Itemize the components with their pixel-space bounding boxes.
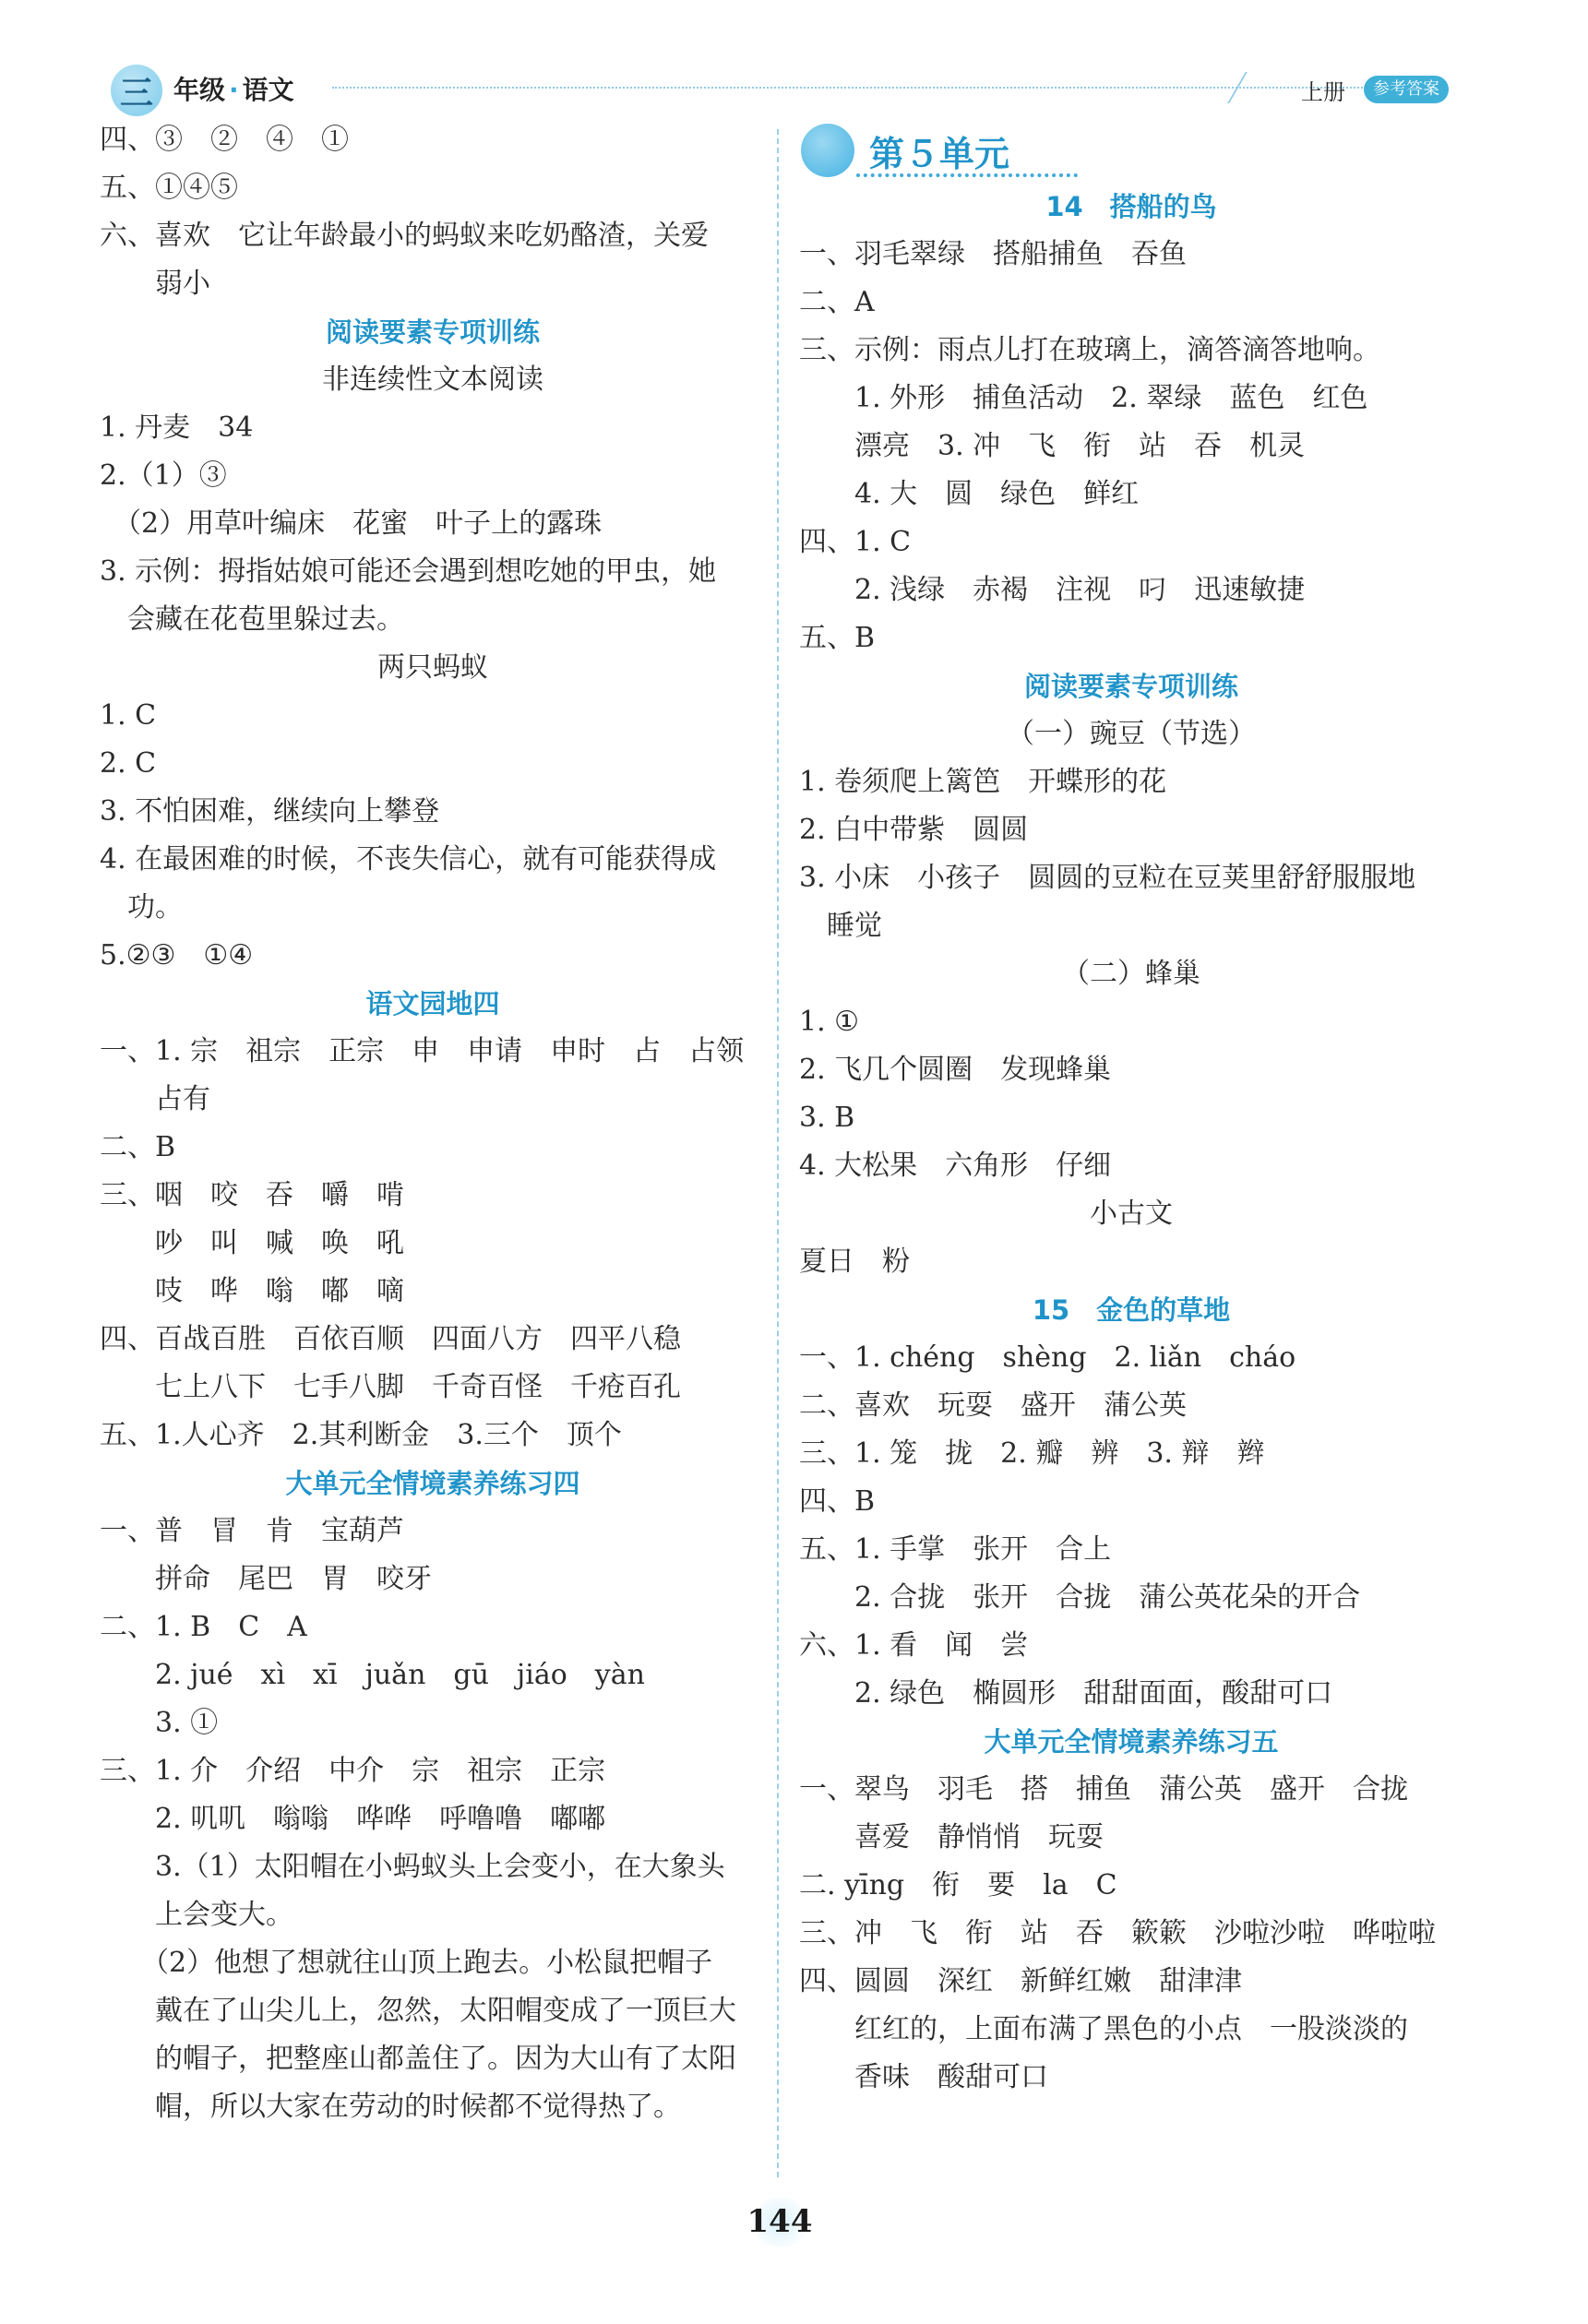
answer-line: 红红的，上面布满了黑色的小点 一股淡淡的 (799, 2013, 1408, 2045)
answer-line: 三、1. 介 介绍 中介 宗 祖宗 正宗 (100, 1755, 606, 1787)
answer-line: 3. 小床 小孩子 圆圆的豆粒在豆荚里舒舒服服地 (799, 862, 1416, 894)
volume-label: 上册 (1301, 79, 1345, 105)
answer-line: 1. 丹麦 34 (100, 411, 254, 444)
answer-line: 拼命 尾巴 胃 咬牙 (100, 1563, 432, 1595)
answer-line: 七上八下 七手八脚 千奇百怪 千疮百孔 (100, 1371, 681, 1403)
section-heading: 语文园地四 (365, 988, 500, 1019)
answer-line: 2. jué xì xī juǎn gū jiáo yàn (100, 1659, 645, 1691)
answer-line: 三、冲 飞 衔 站 吞 簌簌 沙啦沙啦 哗啦啦 (799, 1917, 1436, 1949)
section-heading: 大单元全情境素养练习四 (285, 1468, 580, 1499)
answer-line: 四、圆圆 深红 新鲜红嫩 甜津津 (799, 1965, 1242, 1997)
answer-line: 戴在了山尖儿上，忽然，太阳帽变成了一顶巨大 (100, 1995, 736, 2027)
answer-line: 一、翠鸟 羽毛 搭 捕鱼 蒲公英 盛开 合拢 (799, 1773, 1408, 1806)
answer-line: 喜爱 静悄悄 玩耍 (799, 1821, 1104, 1853)
answer-line: 弱小 (100, 268, 210, 300)
answer-line: （2）他想了想就往山顶上跑去。小松鼠把帽子 (100, 1947, 713, 1979)
answer-line: 四、B (799, 1485, 876, 1518)
answer-line: 1. C (100, 699, 157, 732)
unit-title-underline (856, 173, 1078, 177)
answer-line: 三、1. 笼 拢 2. 瓣 辨 3. 辩 辫 (799, 1437, 1265, 1470)
answer-line: 四、③ ② ④ ① (100, 124, 349, 156)
section-subheading: 非连续性文本阅读 (322, 363, 543, 396)
grade-subject (173, 70, 294, 107)
answer-line: 会藏在花苞里躲过去。 (100, 603, 404, 636)
answer-line: 3. B (799, 1102, 855, 1134)
answer-line: 三、示例：雨点儿打在玻璃上，滴答滴答地响。 (799, 334, 1380, 366)
column-divider (777, 129, 779, 2177)
answer-line: 六、1. 看 闻 尝 (799, 1629, 1029, 1662)
answer-line: 2. 白中带紫 圆圆 (799, 814, 1029, 846)
separator-dot: · (229, 75, 239, 105)
answer-line: 1. 卷须爬上篱笆 开蝶形的花 (799, 766, 1167, 798)
answer-line: 5.②③ ①④ (100, 939, 254, 971)
answer-line: 占有 (100, 1083, 210, 1115)
answer-line: 2. 叽叽 嗡嗡 哗哗 呼噜噜 嘟嘟 (100, 1803, 606, 1835)
answer-line: 4. 大 圆 绿色 鲜红 (799, 478, 1140, 510)
answer-line: 的帽子，把整座山都盖住了。因为大山有了太阳 (100, 2043, 736, 2075)
answer-line: 2.（1）③ (100, 459, 227, 492)
answer-line: 2. 绿色 椭圆形 甜甜面面，酸甜可口 (799, 1677, 1333, 1710)
unit-circle-icon (801, 124, 854, 177)
answer-line: 一、1. 宗 祖宗 正宗 申 申请 申时 占 占领 (100, 1035, 745, 1067)
answer-line: 3. 不怕困难，继续向上攀登 (100, 795, 440, 828)
answer-line: 一、普 冒 肯 宝葫芦 (100, 1515, 404, 1547)
answer-line: 2. 浅绿 赤褐 注视 叼 迅速敏捷 (799, 574, 1306, 606)
answer-line: 2. C (100, 747, 157, 780)
answer-line: 二、B (100, 1131, 176, 1163)
section-heading: 大单元全情境素养练习五 (984, 1726, 1279, 1758)
answer-line: 五、1.人心齐 2.其利断金 3.三个 顶个 (100, 1419, 622, 1451)
page-number: 144 (746, 2203, 813, 2240)
answer-line: 3.（1）太阳帽在小蚂蚁头上会变小，在大象头 (100, 1851, 725, 1883)
section-heading: 14 搭船的鸟 (1045, 191, 1217, 222)
section-heading: 15 金色的草地 (1032, 1294, 1231, 1326)
answer-line: 2. 合拢 张开 合拢 蒲公英花朵的开合 (799, 1581, 1361, 1614)
answer-line: 二、A (799, 286, 875, 318)
subject-label: 语文 (242, 75, 294, 105)
answer-line: 4. 在最困难的时候，不丧失信心，就有可能获得成 (100, 843, 717, 876)
page-header (101, 63, 1458, 114)
answer-line: 二、1. B C A (100, 1611, 307, 1643)
unit-title (801, 120, 1078, 186)
answer-line: 吵 叫 喊 唤 吼 (100, 1227, 404, 1259)
answer-line: 五、1. 手掌 张开 合上 (799, 1533, 1112, 1566)
answer-line: 一、羽毛翠绿 搭船捕鱼 吞鱼 (799, 238, 1187, 270)
section-subheading: 小古文 (1090, 1198, 1173, 1230)
section-subheading: 两只蚂蚁 (377, 651, 488, 684)
answer-line: 四、百战百胜 百依百顺 四面八方 四平八稳 (100, 1323, 681, 1355)
answer-line: 二. yīng 衔 要 la C (799, 1869, 1117, 1901)
answer-line: 1. 外形 捕鱼活动 2. 翠绿 蓝色 红色 (799, 382, 1368, 414)
answer-line: 睡觉 (799, 910, 882, 942)
section-subheading: （一）豌豆（节选） (1007, 718, 1256, 750)
grade-label: 年级 (173, 75, 226, 105)
header-divider (332, 87, 1384, 89)
section-heading: 阅读要素专项训练 (325, 316, 540, 348)
answer-line: 4. 大松果 六角形 仔细 (799, 1150, 1112, 1182)
section-subheading: （二）蜂巢 (1062, 958, 1200, 990)
answer-line: 2. 飞几个圆圈 发现蜂巢 (799, 1054, 1112, 1086)
answer-line: 吱 哗 嗡 嘟 嘀 (100, 1275, 404, 1307)
answer-line: 二、喜欢 玩耍 盛开 蒲公英 (799, 1389, 1187, 1422)
answer-line: （2）用草叶编床 花蜜 叶子上的露珠 (100, 507, 603, 540)
answer-line: 三、咽 咬 吞 嚼 啃 (100, 1179, 404, 1211)
section-heading: 阅读要素专项训练 (1023, 671, 1238, 702)
answer-line: 四、1. C (799, 526, 912, 558)
answer-line: 香味 酸甜可口 (799, 2061, 1048, 2093)
answer-line: 一、1. chéng shèng 2. liǎn cháo (799, 1341, 1296, 1374)
answer-badge: 参考答案 (1364, 76, 1449, 103)
answer-line: 夏日 粉 (799, 1245, 910, 1278)
answer-line: 帽，所以大家在劳动的时候都不觉得热了。 (100, 2091, 681, 2123)
answer-line: 1. ① (799, 1006, 860, 1038)
answer-line: 3. 示例：拇指姑娘可能还会遇到想吃她的甲虫，她 (100, 555, 717, 588)
answer-line: 六、喜欢 它让年龄最小的蚂蚁来吃奶酪渣，关爱 (100, 220, 709, 252)
answer-line: 五、B (799, 622, 876, 654)
unit-title-text: 第５单元 (869, 134, 1010, 174)
answer-line: 3. ① (100, 1707, 219, 1739)
answer-line: 漂亮 3. 冲 飞 衔 站 吞 机灵 (799, 430, 1306, 462)
answer-line: 上会变大。 (100, 1899, 293, 1931)
answer-line: 五、①④⑤ (100, 172, 238, 204)
grade-badge: 三 (111, 65, 162, 116)
answer-line: 功。 (100, 891, 183, 924)
